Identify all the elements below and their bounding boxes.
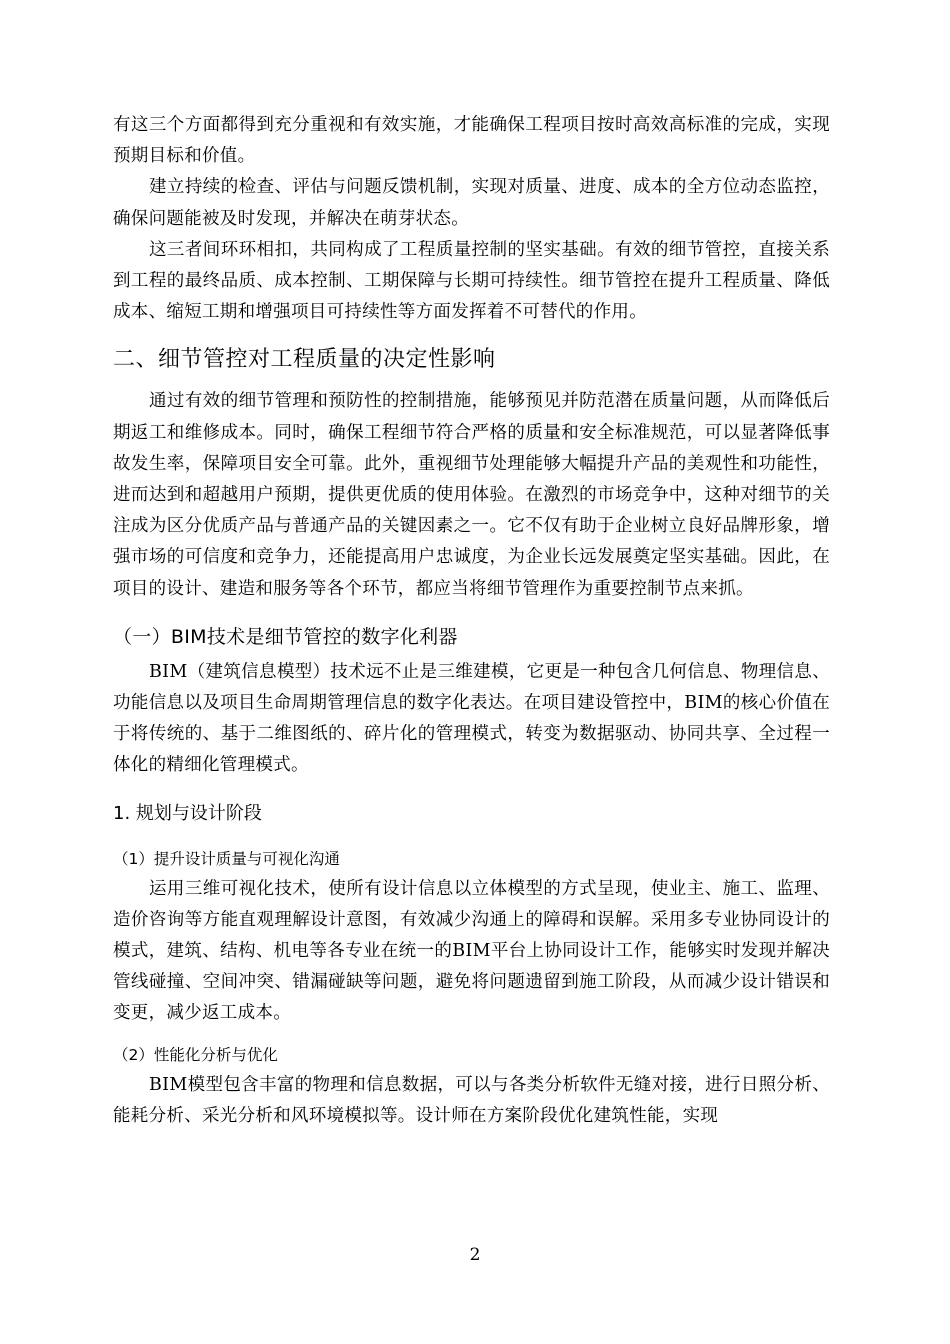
item-paragraph-design-quality: 运用三维可视化技术，使所有设计信息以立体模型的方式呈现，使业主、施工、监理、造价咨询等方能直观理解设计意图，有效减少沟通上的障碍和误解。采用多专业协同设计的模式，建筑、结构、机电等各专业在统一的BIM平台上协同设计工作，能够实时发现并解决管线碰撞、空间冲突、错漏碰缺等问题，避免将问题遗留到施工阶段，从而减少设计错误和变更，减少返工成本。 <box>113 878 830 1024</box>
section-heading: 二、细节管控对工程质量的决定性影响 <box>113 347 496 373</box>
page-number: 2 <box>469 1245 481 1265</box>
item-heading-performance: （2）性能化分析与优化 <box>113 1045 278 1064</box>
paragraph-continued: 有这三个方面都得到充分重视和有效实施，才能确保工程项目按时高效高标准的完成，实现预期目标和价值。 <box>113 115 830 167</box>
paragraph-monitoring: 建立持续的检查、评估与问题反馈机制，实现对质量、进度、成本的全方位动态监控，确保问题能被及时发现，并解决在萌芽状态。 <box>113 177 830 229</box>
paragraph-foundation: 这三者间环环相扣，共同构成了工程质量控制的坚实基础。有效的细节管控，直接关系到工程的最终品质、成本控制、工期保障与长期可持续性。细节管控在提升工程质量、降低成本、缩短工期和增强项目可持续性等方面发挥着不可替代的作用。 <box>113 239 830 323</box>
item-heading-design-quality: （1）提升设计质量与可视化沟通 <box>113 849 340 868</box>
subsection-paragraph: BIM（建筑信息模型）技术远不止是三维建模，它更是一种包含几何信息、物理信息、功能信息以及项目生命周期管理信息的数字化表达。在项目建设管控中，BIM的核心价值在于将传统的、基于二维图纸的、碎片化的管理模式，转变为数据驱动、协同共享、全过程一体化的精细化管理模式。 <box>113 661 830 776</box>
stage-heading: 1. 规划与设计阶段 <box>113 802 262 824</box>
subsection-heading: （一）BIM技术是细节管控的数字化利器 <box>113 625 458 648</box>
section-paragraph: 通过有效的细节管理和预防性的控制措施，能够预见并防范潜在质量问题，从而降低后期返工和维修成本。同时，确保工程细节符合严格的质量和安全标准规范，可以显著降低事故发生率，保障项目安全可靠。此外，重视细节处理能够大幅提升产品的美观性和功能性，进而达到和超越用户预期，提供更优质的使用体验。在激烈的市场竞争中，这种对细节的关注成为区分优质产品与普通产品的关键因素之一。它不仅有助于企业树立良好品牌形象，增强市场的可信度和竞争力，还能提高用户忠诚度，为企业长远发展奠定坚实基础。因此，在项目的设计、建造和服务等各个环节，都应当将细节管理作为重要控制节点来抓。 <box>113 391 830 599</box>
page-body <box>113 110 830 1132</box>
item-paragraph-performance: BIM模型包含丰富的物理和信息数据，可以与各类分析软件无缝对接，进行日照分析、能耗分析、采光分析和风环境模拟等。设计师在方案阶段优化建筑性能，实现 <box>113 1074 830 1126</box>
